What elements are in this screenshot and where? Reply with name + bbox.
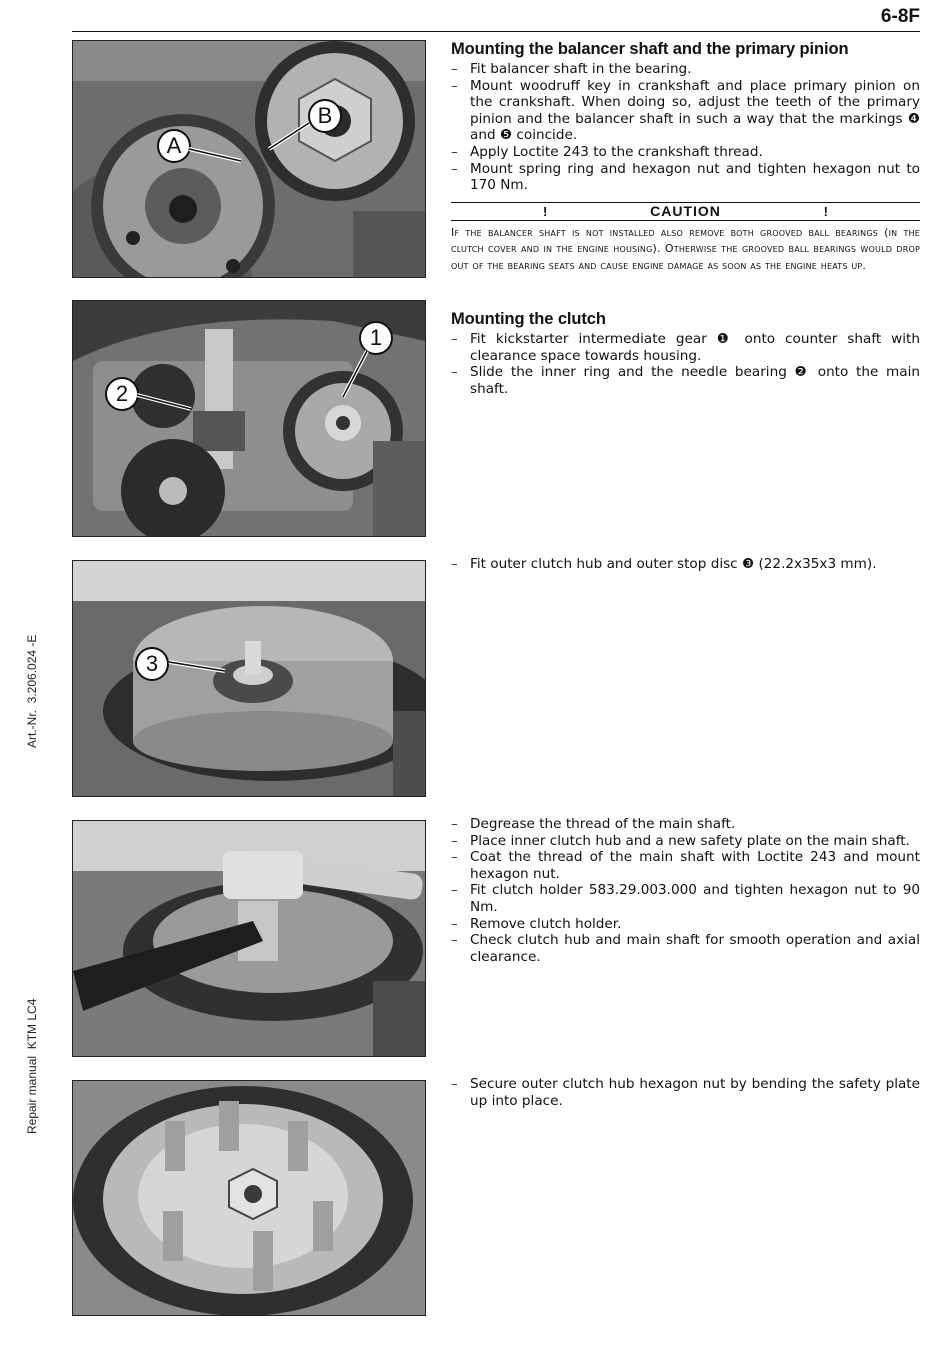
list-item: – Slide the inner ring and the needle bearing ❷ onto the main shaft. xyxy=(451,364,920,397)
section-title: Mounting the clutch xyxy=(451,310,606,328)
list-item: – Fit kickstarter intermediate gear ❶ onto counter shaft with clearance space towards housing. xyxy=(451,331,920,364)
list-item: – Fit clutch holder 583.29.003.000 and tighten hexagon nut to 90 Nm. xyxy=(451,882,920,915)
caution-title: CAUTION xyxy=(650,202,721,219)
photo-safety-plate xyxy=(72,1080,426,1316)
caution-banner xyxy=(451,202,920,221)
callout-1: 1 xyxy=(359,321,393,355)
instruction-list xyxy=(451,331,920,397)
list-item: – Fit outer clutch hub and outer stop disc ❸ (22.2x35x3 mm). xyxy=(451,556,920,573)
list-item: – Apply Loctite 243 to the crankshaft thread. xyxy=(451,144,920,161)
photo-balancer-gears xyxy=(72,40,426,278)
callout-2: 2 xyxy=(105,377,139,411)
list-item: – Mount woodruff key in crankshaft and place primary pinion on the crankshaft. When doing so, adjust the teeth of the primary pinion and the balancer shaft in such a way that the markings ❹ and ❺ coincide. xyxy=(451,78,920,144)
article-number: Art.-Nr. 3.206.024 -E xyxy=(25,634,39,748)
photo-torque-wrench xyxy=(72,820,426,1057)
caution-text: If the balancer shaft is not installed also remove both grooved ball bearings (in the clutch cover and in the engine housing). Otherwise the grooved ball bearings would drop out of the bearing seats and cause engine damage as soon as the engine heats up. xyxy=(451,225,920,272)
instruction-list xyxy=(451,61,920,194)
section-safety-plate xyxy=(451,1076,920,1109)
list-item: – Remove clutch holder. xyxy=(451,916,920,933)
page-number: 6-8F xyxy=(880,6,920,27)
list-item: – Secure outer clutch hub hexagon nut by bending the safety plate up into place. xyxy=(451,1076,920,1109)
section-inner-hub xyxy=(451,816,920,965)
list-item: – Coat the thread of the main shaft with Loctite 243 and mount hexagon nut. xyxy=(451,849,920,882)
header-rule xyxy=(72,31,920,32)
instruction-list xyxy=(451,1076,920,1109)
list-item: – Fit balancer shaft in the bearing. xyxy=(451,61,920,78)
section-clutch xyxy=(451,309,920,397)
list-item: – Check clutch hub and main shaft for smooth operation and axial clearance. xyxy=(451,932,920,965)
section-balancer-shaft xyxy=(451,39,920,274)
list-item: – Degrease the thread of the main shaft. xyxy=(451,816,920,833)
list-item: – Place inner clutch hub and a new safety plate on the main shaft. xyxy=(451,833,920,850)
instruction-list xyxy=(451,556,920,573)
list-item: – Mount spring ring and hexagon nut and tighten hexagon nut to 170 Nm. xyxy=(451,161,920,194)
photo-outer-clutch-hub xyxy=(72,560,426,797)
section-outer-hub xyxy=(451,556,920,573)
instruction-list xyxy=(451,816,920,965)
callout-b: B xyxy=(308,99,342,133)
manual-title: Repair manual KTM LC4 xyxy=(25,998,39,1134)
caution-mark-left: ! xyxy=(543,203,548,219)
section-title: Mounting the balancer shaft and the primary pinion xyxy=(451,40,849,58)
callout-3: 3 xyxy=(135,647,169,681)
caution-mark-right: ! xyxy=(823,203,828,219)
photo-clutch-gears xyxy=(72,300,426,537)
callout-a: A xyxy=(157,129,191,163)
